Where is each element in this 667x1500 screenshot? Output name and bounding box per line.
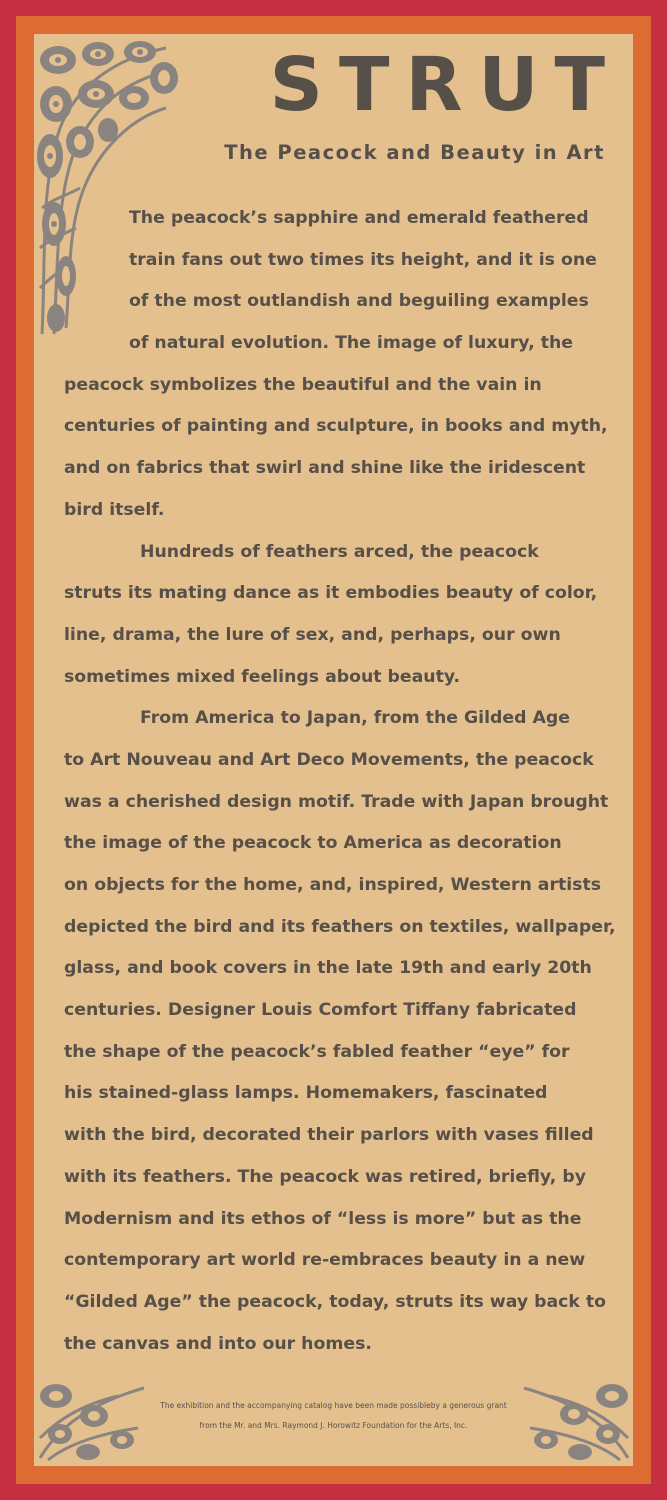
body-line: From America to Japan, from the Gilded Age — [140, 708, 570, 729]
body-line: sometimes mixed feelings about beauty. — [64, 666, 461, 687]
text-panel — [34, 34, 633, 1466]
body-line: line, drama, the lure of sex, and, perhaps, our own — [64, 624, 561, 645]
body-line: with the bird, decorated their parlors with vases filled — [64, 1125, 594, 1146]
body-line: of natural evolution. The image of luxury, the — [129, 333, 574, 354]
body-line: of the most outlandish and beguiling examples — [129, 291, 589, 312]
body-line: struts its mating dance as it embodies beauty of color, — [64, 583, 598, 604]
body-line: the image of the peacock to America as decoration — [64, 833, 562, 854]
body-line: was a cherished design motif. Trade with Japan brought — [64, 791, 609, 812]
exhibit-title: STRUT — [269, 42, 621, 128]
body-line: peacock symbolizes the beautiful and the vain in — [64, 374, 542, 395]
exhibit-subtitle: The Peacock and Beauty in Art — [224, 141, 605, 164]
body-line: his stained-glass lamps. Homemakers, fascinated — [64, 1083, 548, 1104]
body-line: Modernism and its ethos of “less is more” but as the — [64, 1208, 582, 1229]
footer-credit-line-1: The exhibition and the accompanying catalog have been made possibleby a generous grant — [160, 1401, 507, 1410]
body-line: The peacock’s sapphire and emerald feathered — [129, 208, 589, 228]
body-line: glass, and book covers in the late 19th and early 20th — [64, 958, 592, 979]
body-line: with its feathers. The peacock was retired, briefly, by — [64, 1166, 587, 1187]
body-line: bird itself. — [64, 499, 165, 520]
body-line: centuries of painting and sculpture, in books and myth, — [64, 416, 608, 437]
body-line: the shape of the peacock’s fabled feather “eye” for — [64, 1041, 570, 1062]
body-line: train fans out two times its height, and it is one — [129, 249, 597, 270]
body-line: to Art Nouveau and Art Deco Movements, the peacock — [64, 749, 594, 770]
body-line: centuries. Designer Louis Comfort Tiffany fabricated — [64, 1000, 577, 1021]
peacock-feather-ornament-bottom-right — [520, 1378, 630, 1462]
body-line: and on fabrics that swirl and shine like the iridescent — [64, 458, 586, 479]
peacock-feather-ornament-bottom-left — [38, 1378, 148, 1462]
exhibit-body-text — [64, 198, 624, 1365]
body-line: on objects for the home, and, inspired, Western artists — [64, 875, 601, 895]
body-line: “Gilded Age” the peacock, today, struts its way back to — [64, 1291, 607, 1312]
body-line: Hundreds of feathers arced, the peacock — [140, 541, 539, 562]
body-line: contemporary art world re-embraces beauty in a new — [64, 1250, 586, 1271]
body-line: the canvas and into our homes. — [64, 1333, 372, 1354]
footer-credit-line-2: from the Mr. and Mrs. Raymond J. Horowitz Foundation for the Arts, Inc. — [199, 1421, 468, 1430]
body-line: depicted the bird and its feathers on textiles, wallpaper, — [64, 916, 616, 937]
